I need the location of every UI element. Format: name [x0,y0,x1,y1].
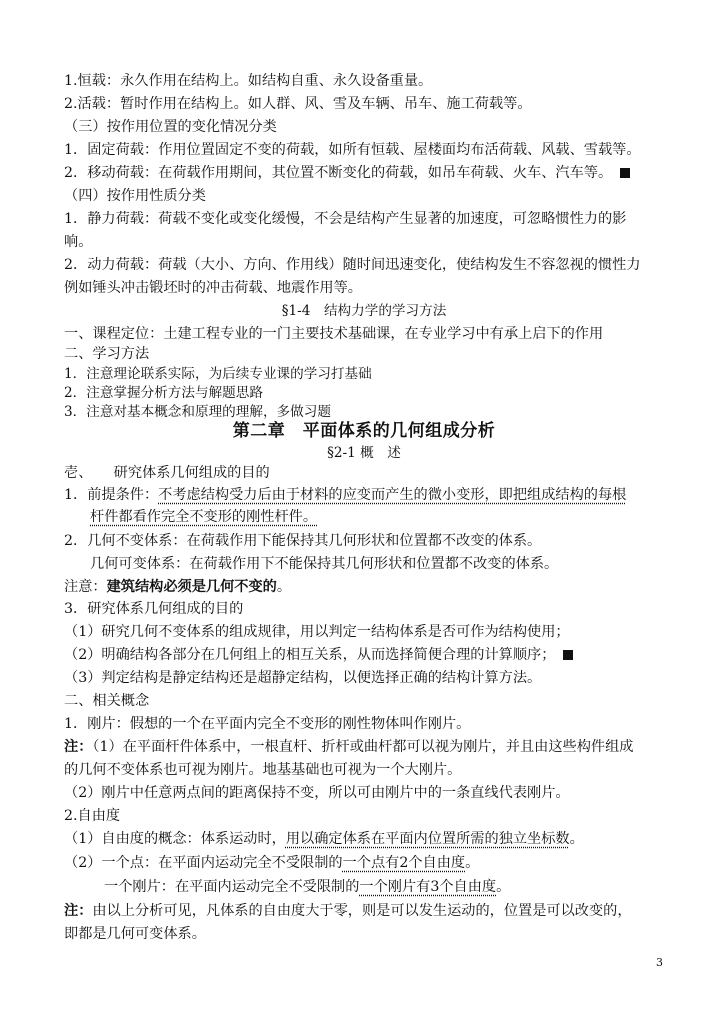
text-line: 2．注意掌握分析方法与解题思路 [64,385,263,401]
section-title: §1-4 结构力学的学习方法 [281,303,447,319]
text-line: 二、相关概念 [64,693,150,709]
text-line: 1．刚片：假想的一个在平面内完全不变形的刚性物体叫作刚片。 [64,716,471,732]
text-line: 壱、 研究体系几何组成的目的 [64,465,270,481]
text-line: （3）判定结构是静定结构还是超静定结构，以便选择正确的结构计算方法。 [64,670,542,686]
text-line: 2.活载：暂时作用在结构上。如人群、风、雪及车辆、吊车、施工荷载等。 [64,96,532,112]
text-line: 注：（1）在平面杆件体系中，一根直杆、折杆或曲杆都可以视为刚片，并且由这些构件组成 [64,739,634,755]
text-line: 例如锤头冲击锻坯时的冲击荷载、地震作用等。 [64,280,362,296]
text-line: 1．静力荷载：荷载不变化或变化缓慢，不会是结构产生显著的加速度，可忽略惯性力的影 [64,211,627,227]
text-line: 的几何不变体系也可视为刚片。地基基础也可视为一个大刚片。 [64,762,462,778]
text-line: 1.恒载：永久作用在结构上。如结构自重、永久设备重量。 [64,73,433,89]
section-title: §2-1 概 述 [327,445,401,461]
text-line: 二、学习方法 [64,346,150,362]
section-heading: （四）按作用性质分类 [64,188,206,204]
text-line: 注：由以上分析可见，凡体系的自由度大于零，则是可以发生运动的，位置是可以改变的， [64,903,632,919]
page-number: 3 [656,956,663,969]
text-line: （2）一个点：在平面内运动完全不受限制的一个点有2个自由度。 [64,855,480,871]
text-line: 响。 [64,234,93,250]
text-line: 3．注意对基本概念和原理的理解，多做习题 [64,404,331,420]
chapter-title: 第二章 平面体系的几何组成分析 [232,421,496,441]
text-line: 即都是几何可变体系。 [64,926,206,942]
text-line: 1．固定荷载：作用位置固定不变的荷载，如所有恒载、屋楼面均布活荷载、风载、雪载等。 [64,142,641,158]
section-heading: （三）按作用位置的变化情况分类 [64,119,277,135]
text-line: 1．注意理论联系实际，为后续专业课的学习打基础 [64,366,372,382]
end-square-icon [563,650,573,660]
text-line: 一个刚片：在平面内运动完全不受限制的一个刚片有3个自由度。 [104,879,511,895]
text-line: 注意：建筑结构必须是几何不变的。 [64,579,292,595]
text-line: 3．研究体系几何组成的目的 [64,601,244,617]
text-line: （1）自由度的概念：体系运动时，用以确定体系在平面内位置所需的独立坐标数。 [64,831,584,847]
text-line: 一、课程定位：土建工程专业的一门主要技术基础课，在专业学习中有承上启下的作用 [64,326,604,342]
text-line: 2.自由度 [64,808,121,824]
text-line: 2．动力荷载：荷载（大小、方向、作用线）随时间迅速变化，使结构发生不容忽视的惯性力 [64,257,641,273]
text-line: 几何可变体系：在荷载作用下不能保持其几何形状和位置都不改变的体系。 [90,556,559,572]
text-line: 杆件都看作完全不变形的刚性杆件。 [90,509,318,525]
text-line: （2）刚片中任意两点间的距离保持不变，所以可由刚片中的一条直线代表刚片。 [64,785,570,801]
text-line: 2．几何不变体系：在荷载作用下能保持其几何形状和位置都不改变的体系。 [64,533,542,549]
text-line: 1．前提条件：不考虑结构受力后由于材料的应变而产生的微小变形，即把组成结构的每根 [64,487,627,503]
end-square-icon [620,168,630,178]
text-line: （1）研究几何不变体系的组成规律，用以判定一结构体系是否可作为结构使用； [64,624,570,640]
text-line: 2．移动荷载：在荷载作用期间，其位置不断变化的荷载，如吊车荷载、火车、汽车等。 [64,162,630,184]
text-line: （2）明确结构各部分在几何组上的相互关系，从而选择简便合理的计算顺序； [64,644,573,666]
